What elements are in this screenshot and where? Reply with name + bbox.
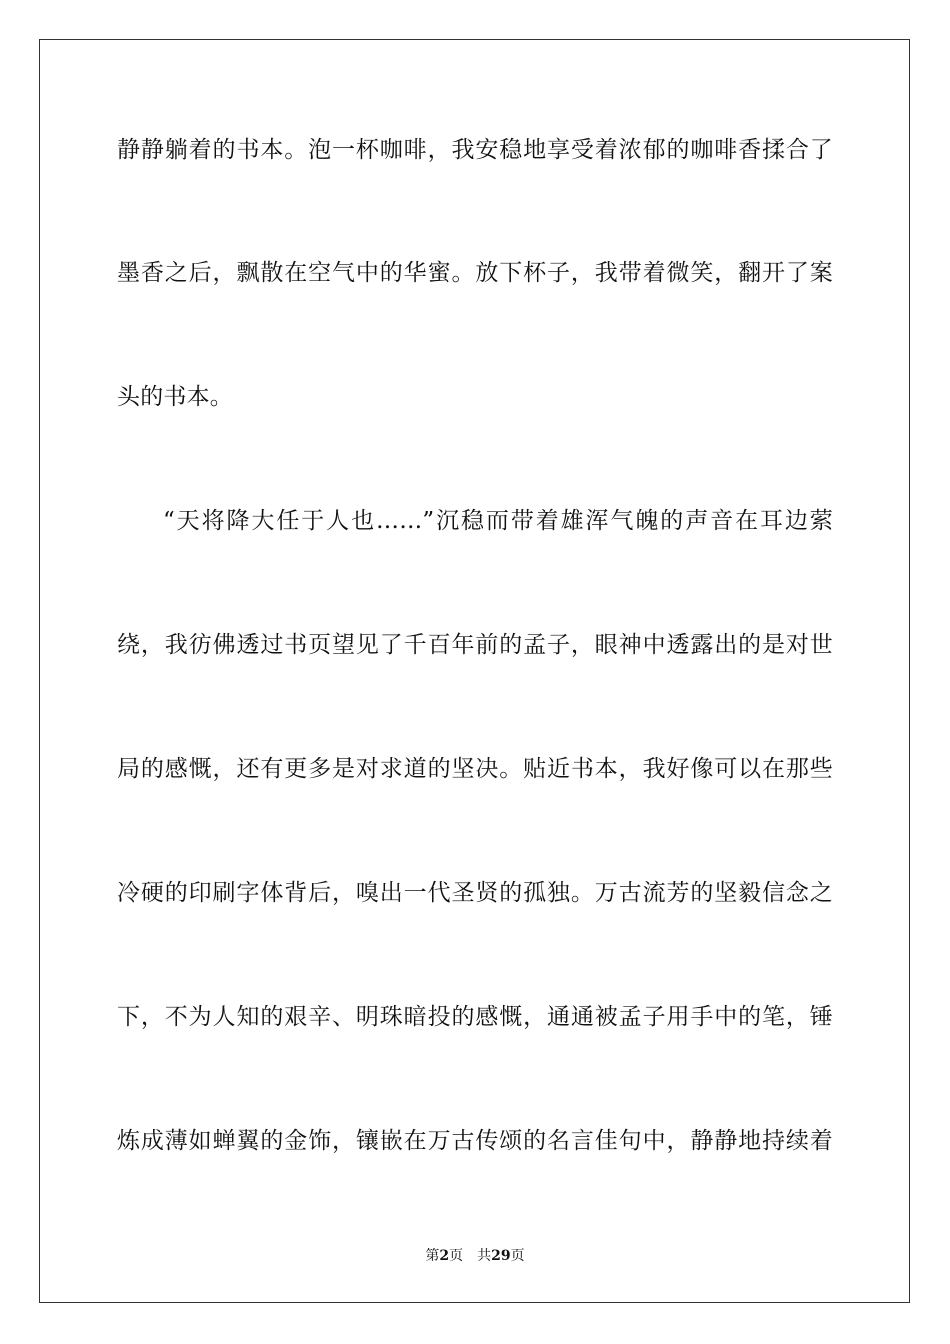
paragraph-start-line: “天将降大任于人也……”沉稳而带着雄浑气魄的声音在耳边萦 — [163, 508, 833, 534]
total-suffix: 页 — [510, 1248, 525, 1264]
page-prefix: 第 — [425, 1248, 440, 1264]
text-line: 冷硬的印刷字体背后，嗅出一代圣贤的孤独。万古流芳的坚毅信念之 — [117, 880, 833, 906]
text-line: 墨香之后，飘散在空气中的华蜜。放下杯子，我带着微笑，翻开了案 — [117, 260, 833, 286]
text-line: 下，不为人知的艰辛、明珠暗投的感慨，通通被孟子用手中的笔，锤 — [117, 1004, 833, 1030]
text-line: 局的感慨，还有更多是对求道的坚决。贴近书本，我好像可以在那些 — [117, 756, 833, 782]
text-line: 头的书本。 — [117, 384, 233, 410]
total-page-count: 29 — [491, 1248, 511, 1264]
page-footer — [0, 1247, 950, 1265]
text-line: 静静躺着的书本。泡一杯咖啡，我安稳地享受着浓郁的咖啡香揉合了 — [117, 137, 833, 163]
text-line: 炼成薄如蝉翼的金饰，镶嵌在万古传颂的名言佳句中，静静地持续着 — [117, 1128, 833, 1154]
text-line: 绕，我彷佛透过书页望见了千百年前的孟子，眼神中透露出的是对世 — [117, 632, 833, 658]
total-prefix: 共 — [477, 1248, 492, 1264]
page-suffix: 页 — [449, 1248, 464, 1264]
page-border — [39, 39, 910, 1303]
current-page-number: 2 — [439, 1248, 450, 1264]
